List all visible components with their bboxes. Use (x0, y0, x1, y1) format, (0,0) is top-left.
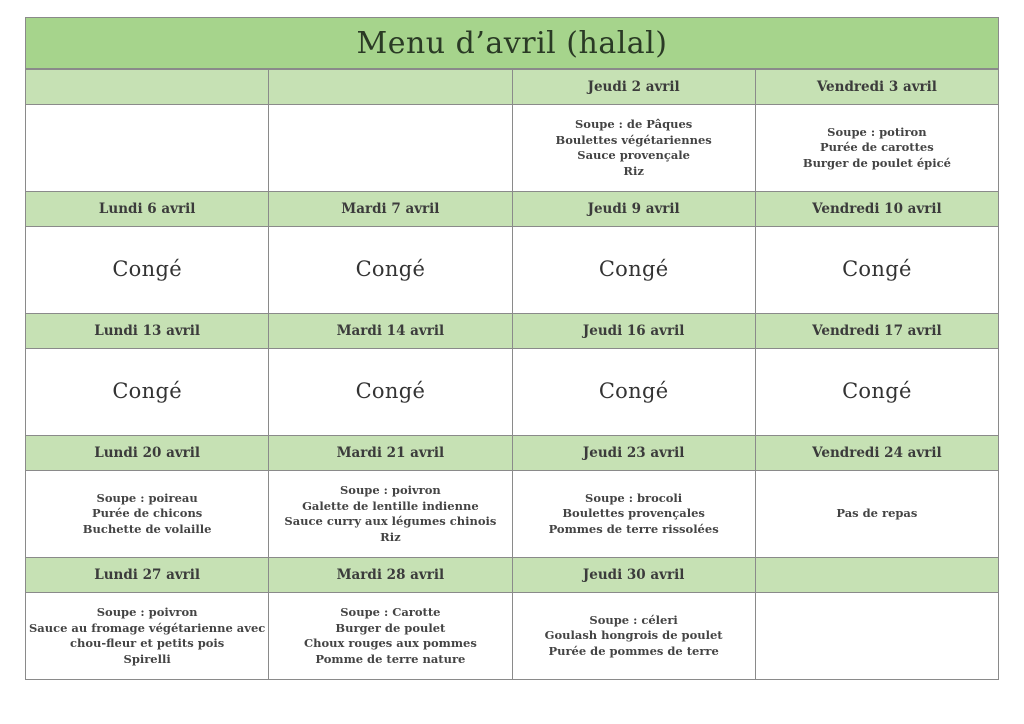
menu-item: Sauce provençale (577, 148, 690, 162)
menu-row (26, 105, 999, 192)
holiday-cell (26, 349, 269, 436)
menu-item: Riz (380, 529, 401, 544)
day-header: Mardi 21 avril (269, 436, 512, 471)
menu-item: Boulettes provençales (562, 506, 705, 521)
day-header: Mardi 28 avril (269, 558, 512, 593)
menu-item: Spirelli (123, 651, 171, 666)
menu-item: Galette de lentille indienne (302, 498, 479, 513)
holiday-cell (269, 349, 512, 436)
holiday-label: Congé (598, 379, 669, 404)
day-header: Vendredi 24 avril (755, 436, 998, 471)
holiday-label: Congé (112, 257, 182, 282)
menu-item: Burger de poulet épicé (802, 155, 951, 170)
day-header: Mardi 14 avril (269, 314, 512, 349)
menu-row (26, 593, 999, 680)
day-header-row (26, 314, 999, 349)
holiday-cell (512, 227, 755, 314)
day-header: Vendredi 10 avril (755, 192, 998, 227)
menu-cell (26, 105, 269, 192)
menu-cell (26, 471, 269, 558)
menu-item: Goulash hongrois de poulet (544, 628, 723, 643)
day-header: Vendredi 3 avril (755, 70, 998, 105)
day-header-row (26, 192, 999, 227)
day-header-row (26, 70, 999, 105)
day-header (269, 70, 512, 105)
day-header-row (26, 436, 999, 471)
menu-cell (512, 471, 755, 558)
menu-item: Sauce au fromage végétarienne avec (28, 620, 266, 635)
menu-cell (755, 593, 998, 680)
day-header: Lundi 13 avril (26, 314, 269, 349)
menu-cell (755, 471, 998, 558)
menu-item: chou-fleur et petits pois (69, 636, 225, 650)
day-header: Jeudi 16 avril (512, 314, 755, 349)
menu-item: Boulettes végétariennes (555, 132, 712, 147)
menu-title: Menu d’avril (halal) (25, 17, 999, 69)
day-header: Jeudi 23 avril (512, 436, 755, 471)
holiday-label: Congé (355, 379, 426, 404)
day-header: Lundi 6 avril (26, 192, 269, 227)
day-header: Mardi 7 avril (269, 192, 512, 227)
menu-item: Burger de poulet (335, 620, 446, 635)
menu-table (25, 69, 999, 680)
holiday-cell (755, 349, 998, 436)
menu-item: Soupe : Carotte (340, 605, 441, 619)
holiday-cell (755, 227, 998, 314)
menu-cell (26, 593, 269, 680)
menu-item: Soupe : brocoli (585, 490, 683, 505)
menu-item: Soupe : potiron (827, 124, 927, 139)
menu-item: Soupe : poivron (339, 483, 441, 497)
menu-cell (269, 105, 512, 192)
day-header: Lundi 27 avril (26, 558, 269, 593)
day-header (26, 70, 269, 105)
menu-item: Purée de pommes de terre (548, 643, 719, 658)
menu-cell (512, 593, 755, 680)
menu-item: Soupe : de Pâques (574, 117, 693, 131)
holiday-label: Congé (355, 257, 426, 282)
holiday-cell (512, 349, 755, 436)
menu-row (26, 349, 999, 436)
menu-table-body (26, 70, 999, 680)
menu-item: Soupe : poireau (96, 490, 198, 505)
holiday-label: Congé (842, 257, 912, 282)
day-header-row (26, 558, 999, 593)
menu-item: Sauce curry aux légumes chinois (284, 514, 497, 528)
menu-row (26, 471, 999, 558)
holiday-cell (26, 227, 269, 314)
menu-item: Soupe : poivron (96, 605, 198, 619)
menu-item: Pommes de terre rissolées (548, 521, 719, 536)
day-header: Vendredi 17 avril (755, 314, 998, 349)
menu-item: Buchette de volaille (82, 521, 212, 536)
menu-cell (755, 105, 998, 192)
menu-row (26, 227, 999, 314)
menu-item: Purée de chicons (91, 506, 203, 521)
menu-cell (269, 471, 512, 558)
menu-item: Pomme de terre nature (315, 651, 466, 666)
day-header: Jeudi 2 avril (512, 70, 755, 105)
menu-item: Soupe : céleri (589, 612, 678, 627)
menu-cell (269, 593, 512, 680)
menu-cell (512, 105, 755, 192)
holiday-label: Congé (598, 257, 669, 282)
day-header: Jeudi 9 avril (512, 192, 755, 227)
day-header: Jeudi 30 avril (512, 558, 755, 593)
menu-item: Riz (623, 163, 644, 178)
holiday-label: Congé (842, 379, 912, 404)
holiday-cell (269, 227, 512, 314)
holiday-label: Congé (112, 379, 182, 404)
day-header: Lundi 20 avril (26, 436, 269, 471)
menu-item: Choux rouges aux pommes (303, 636, 477, 650)
menu-sheet (25, 17, 999, 680)
menu-item: Purée de carottes (820, 140, 934, 155)
menu-item: Pas de repas (836, 506, 918, 521)
day-header (755, 558, 998, 593)
